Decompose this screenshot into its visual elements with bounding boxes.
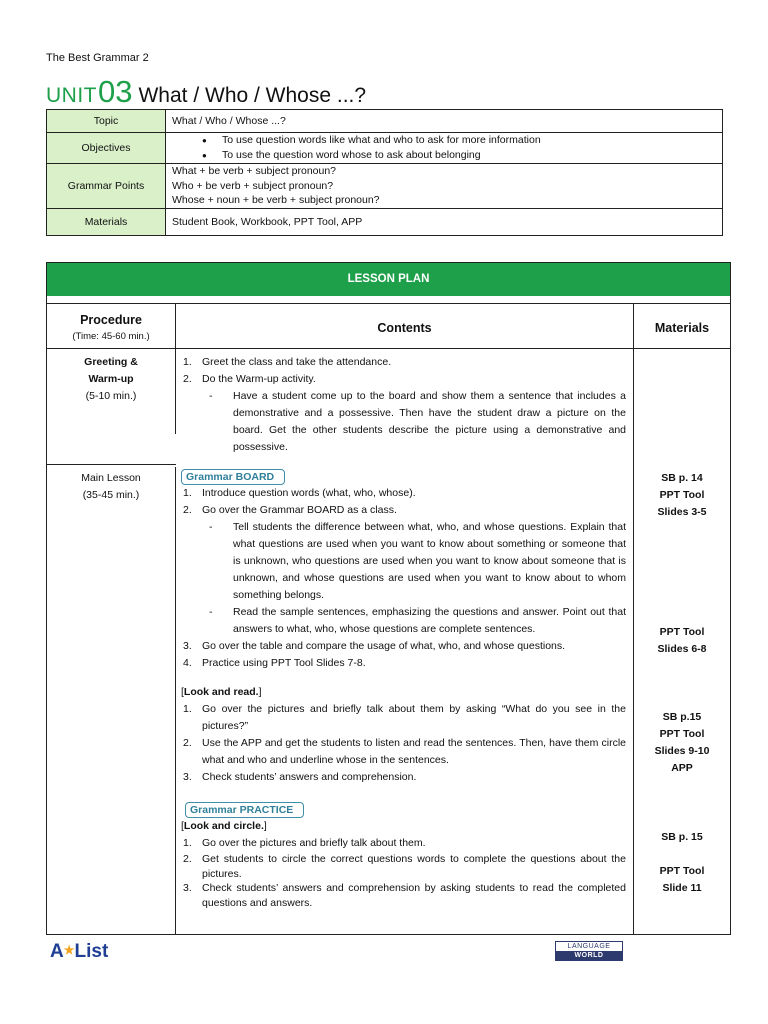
material-item: SB p.15: [662, 711, 702, 723]
list-item: 1. Go over the pictures and briefly talk about them by asking “What do you see in the pictures?”: [183, 703, 626, 732]
main-contents: [181, 469, 626, 910]
list-item: 2. Use the APP and get the students to listen and read the sentences. Then, have them circle what and who and underline whose in the sentences.: [183, 737, 626, 766]
book-title: The Best Grammar 2: [46, 52, 149, 64]
contents-title: Contents: [377, 320, 432, 335]
main-name: Main Lesson: [81, 472, 141, 484]
list-item: 4. Practice using PPT Tool Slides 7-8.: [183, 657, 366, 669]
unit-word: UNIT: [46, 84, 97, 107]
sub-item: - Tell students the difference between what, who, and whose questions. Explain that what questions are used when you want to know about something or someone that is unknown, who questions are used when you want to know about someone that is unknown, and whose questions are used when you want to know about to whom something belongs.: [209, 521, 626, 601]
material-item: SB p. 15: [661, 831, 703, 843]
material-item: PPT Tool: [659, 865, 705, 877]
list-item: 3. Check students’ answers and comprehension.: [183, 771, 417, 783]
materials-value: Student Book, Workbook, PPT Tool, APP: [166, 209, 723, 236]
look-read-heading: [Look and read.]: [181, 686, 262, 698]
divider: [175, 467, 176, 935]
unit-title: What / Who / Whose ...?: [138, 84, 367, 107]
material-item: Slides 3-5: [657, 506, 707, 518]
lesson-plan-title: LESSON PLAN: [47, 263, 730, 296]
list-item: 2. Go over the Grammar BOARD as a class.: [183, 504, 397, 516]
alist-logo: A★List: [50, 941, 109, 962]
materials-title: Materials: [654, 320, 710, 335]
grammar-practice-badge: Grammar PRACTICE: [185, 802, 304, 818]
look-circle-heading: [Look and circle.]: [181, 820, 267, 832]
material-item: Slide 11: [662, 882, 702, 894]
materials-group: [634, 709, 730, 777]
procedure-time: (Time: 45-60 min.): [72, 331, 150, 342]
procedure-header: [47, 304, 175, 351]
contents-header: [176, 304, 633, 351]
list-item: 3. Go over the table and compare the usage of what, who, and whose questions.: [183, 640, 566, 652]
divider: [47, 464, 176, 465]
main-procedure: [47, 470, 175, 504]
material-item: Slides 9-10: [654, 745, 710, 757]
materials-group: [634, 829, 730, 897]
main-time: (35-45 min.): [82, 489, 140, 501]
greeting-contents: [181, 354, 626, 456]
sub-item: - Have a student come up to the board and show them a sentence that includes a demonstrative and a possessive. Then have the student draw a picture on the board. Get the other students describe the picture using a demonstrative and possessive.: [209, 390, 626, 453]
topic-label: Topic: [47, 110, 166, 133]
objectives-list: [166, 133, 723, 164]
unit-heading: [46, 74, 366, 110]
topic-value: What / Who / Whose ...?: [166, 110, 723, 133]
language-world-logo: LANGUAGE WORLD: [555, 941, 623, 961]
greeting-name: Greeting &: [84, 356, 138, 368]
list-item: 1. Greet the class and take the attendance.: [183, 356, 392, 368]
material-item: PPT Tool: [659, 728, 705, 740]
greeting-name-2: Warm-up: [88, 373, 134, 385]
grammar-points-label: Grammar Points: [47, 164, 166, 209]
lesson-plan-table: [46, 262, 731, 935]
unit-info-table: [46, 109, 723, 236]
materials-group: [634, 624, 730, 658]
unit-number: 03: [98, 74, 133, 109]
list-item: 1. Introduce question words (what, who, whose).: [183, 487, 416, 499]
greeting-procedure: [47, 354, 175, 405]
materials-header: [634, 304, 730, 351]
list-item: 1. Go over the pictures and briefly talk about them.: [183, 837, 426, 849]
grammar-point: Whose + noun + be verb + subject pronoun?: [172, 194, 380, 207]
materials-label: Materials: [47, 209, 166, 236]
material-item: Slides 6-8: [657, 643, 707, 655]
grammar-point: Who + be verb + subject pronoun?: [172, 179, 334, 192]
star-icon: ★: [63, 943, 75, 957]
greeting-time: (5-10 min.): [85, 390, 137, 402]
grammar-points: [166, 164, 723, 209]
objective-item: ● To use the question word whose to ask about belonging: [222, 148, 716, 163]
list-item: 2. Get students to circle the correct questions words to complete the questions about the pictures.: [183, 853, 626, 880]
list-item: 2. Do the Warm-up activity.: [183, 373, 316, 385]
objectives-label: Objectives: [47, 133, 166, 164]
list-item: 3. Check students’ answers and comprehension by asking students to read the completed questions and answers.: [183, 882, 626, 909]
material-item: PPT Tool: [659, 489, 705, 501]
sub-item: - Read the sample sentences, emphasizing the questions and answer. Point out that answers to what, who, whose questions are complete sentences.: [209, 606, 626, 635]
grammar-board-badge: Grammar BOARD: [181, 469, 285, 485]
material-item: APP: [671, 762, 693, 774]
objective-item: ● To use question words like what and who to ask for more information: [222, 133, 716, 148]
grammar-point: What + be verb + subject pronoun?: [172, 165, 337, 178]
materials-group: [634, 470, 730, 521]
material-item: SB p. 14: [661, 472, 703, 484]
procedure-title: Procedure: [80, 313, 142, 327]
material-item: PPT Tool: [659, 626, 705, 638]
